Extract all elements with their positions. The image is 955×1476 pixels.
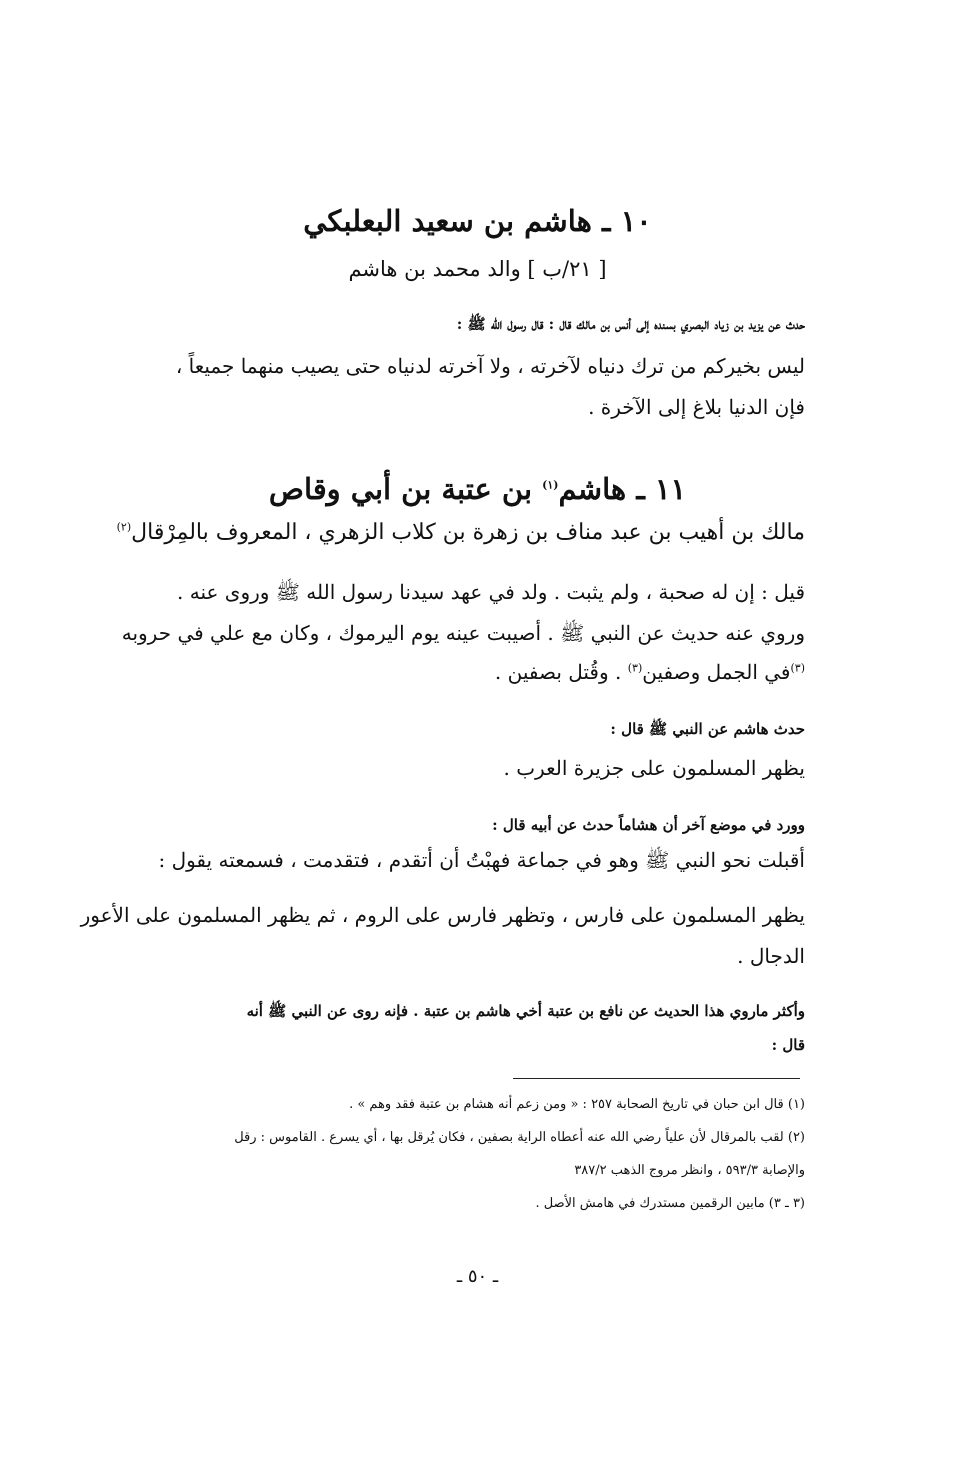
- footnote-3: (٣ ـ ٣) مابين الرقمين مستدرك في هامش الأصل .: [535, 1196, 805, 1211]
- isnad-2: وورد في موضع آخر أن هشاماً حدث عن أبيه قال :: [492, 816, 805, 834]
- para-line-3-part-b: . وقُتل بصفين .: [494, 660, 622, 684]
- section-11-subtitle-text: مالك بن أهيب بن عبد مناف بن زهرة بن كلاب الزهري ، المعروف بالمِرْقال: [131, 520, 805, 545]
- section-11-para-line-2: وروي عنه حديث عن النبي ﷺ . أصيبت عينه يوم اليرموك ، وكان مع علي في حروبه: [121, 621, 805, 645]
- hadith-1: يظهر المسلمون على جزيرة العرب .: [503, 756, 805, 780]
- isnad-1: حدث هاشم عن النبي ﷺ قال :: [610, 720, 805, 738]
- section-10-hadith-line-1: ليس بخيركم من ترك دنياه لآخرته ، ولا آخرته لدنياه حتى يصيب منهما جميعاً ،: [175, 354, 805, 378]
- footnote-2-line-1: (٢) لقب بالمرقال لأن علياً رضي الله عنه أعطاه الراية بصفين ، فكان يُرقل بها ، أي يسرع . القاموس : رقل: [234, 1130, 805, 1145]
- footnote-separator: [513, 1078, 800, 1079]
- footnote-ref-3a: (٣): [790, 661, 805, 675]
- section-11-title-prefix: ١١ ـ هاشم: [558, 472, 687, 506]
- section-10-isnad: حدث عن يزيد بن زياد البصري بسنده إلى أنس بن مالك قال : قال رسول الله ﷺ :: [456, 315, 805, 333]
- section-11-title-suffix: بن عتبة بن أبي وقاص: [268, 472, 533, 506]
- footnote-ref-1: (١): [542, 478, 559, 492]
- hadith-2-line-1: أقبلت نحو النبي ﷺ وهو في جماعة فهبْتُ أن أتقدم ، فتقدمت ، فسمعته يقول :: [158, 848, 805, 872]
- closing-line-1: وأكثر ماروي هذا الحديث عن نافع بن عتبة أخي هاشم بن عتبة . فإنه روى عن النبي ﷺ أنه: [246, 1002, 805, 1020]
- page-number: ـ ٥٠ ـ: [456, 1266, 499, 1287]
- section-11-subtitle: [116, 520, 805, 545]
- hadith-2-line-3: الدجال .: [737, 944, 805, 968]
- section-10-title: ١٠ ـ هاشم بن سعيد البعلبكي: [303, 204, 652, 238]
- section-11-para-line-1: قيل : إن له صحبة ، ولم يثبت . ولد في عهد سيدنا رسول الله ﷺ وروى عنه .: [177, 580, 805, 604]
- section-11-para-line-3: [145, 660, 805, 684]
- footnote-2-line-2: والإصابة ٥٩٣/٣ ، وانظر مروج الذهب ٣٨٧/٢: [574, 1163, 805, 1178]
- para-line-3-part-a: في الجمل وصفين: [642, 660, 791, 684]
- section-10-subtitle: [ ٢١/ب ] والد محمد بن هاشم: [348, 257, 607, 281]
- section-11-title: [0, 472, 955, 506]
- footnote-ref-2: (٢): [116, 520, 132, 534]
- hadith-2-line-2: يظهر المسلمون على فارس ، وتظهر فارس على الروم ، ثم يظهر المسلمون على الأعور: [80, 903, 805, 927]
- footnote-1: (١) قال ابن حبان في تاريخ الصحابة ٢٥٧ : « ومن زعم أنه هشام بن عتبة فقد وهم » .: [349, 1097, 805, 1112]
- closing-line-2: قال :: [771, 1036, 805, 1054]
- footnote-ref-3b: (٣): [627, 661, 643, 675]
- section-10-hadith-line-2: فإن الدنيا بلاغ إلى الآخرة .: [588, 395, 805, 419]
